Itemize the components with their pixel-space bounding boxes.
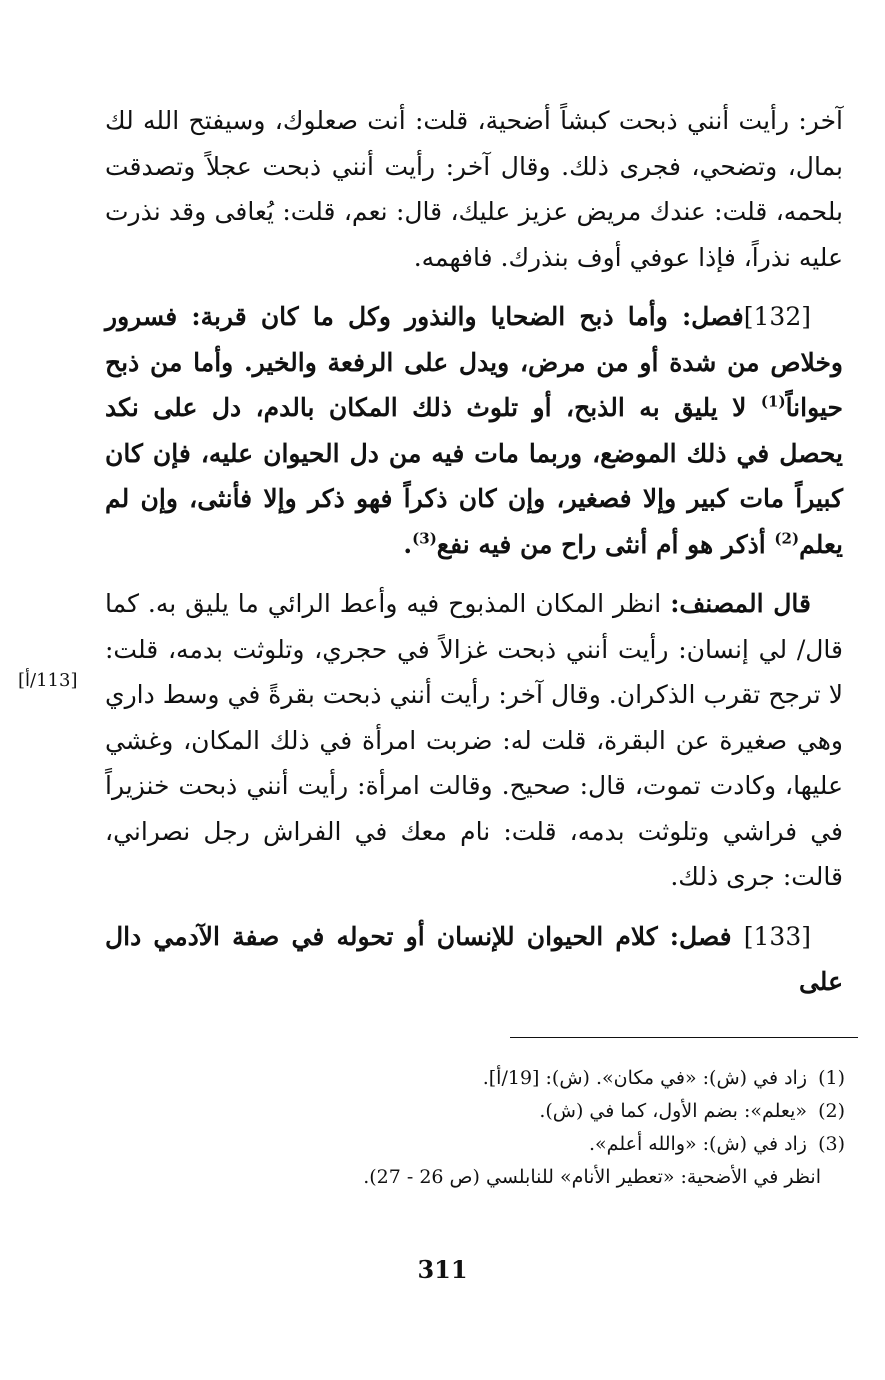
section-132-text-b: لا يليق به الذبح، أو تلوث ذلك المكان بالدم، دل على نكد يحصل في ذلك الموضع، وربما مات فيه من دل الحيوان عليه، فإن كان كبيراً مات كبير وإلا فصغير، وإن كان ذكراً فهو ذكر وإلا فأنثى، وإن لم يعلم [105, 393, 843, 559]
section-133-text: كلام الحيوان للإنسان أو تحوله في صفة الآدمي دال على [105, 921, 843, 996]
footnote-3-number: (3) [818, 1133, 845, 1155]
main-text-block [105, 98, 843, 1019]
footnote-ref-2[interactable]: (2) [774, 529, 800, 548]
section-132-text-c: أذكر هو أم أنثى راح من فيه نفع [436, 529, 775, 559]
manuscript-margin-ref: [113/أ] [18, 670, 78, 691]
section-132 [105, 294, 843, 567]
footnote-1 [200, 1063, 845, 1094]
footnote-3-continuation: انظر في الأضحية: «تعطير الأنام» للنابلسي (ص 26 - 27). [363, 1166, 821, 1188]
page-number: 311 [417, 1255, 468, 1284]
footnote-divider [510, 1037, 858, 1038]
section-132-text-d: . [403, 529, 413, 559]
author-label: قال المصنف: [670, 589, 811, 618]
author-paragraph [105, 581, 843, 900]
footnote-2-number: (2) [818, 1100, 845, 1122]
footnote-3 [200, 1129, 845, 1160]
footnote-1-text: زاد في (ش): «في مكان». (ش): [19/أ]. [482, 1067, 807, 1089]
footnote-ref-3[interactable]: (3) [412, 529, 437, 548]
section-132-text-a: وأما ذبح الضحايا والنذور وكل ما كان قربة: فسرور وخلاص من شدة أو من مرض، ويدل على الرفعة والخير. وأما من ذبح حيواناً [105, 302, 843, 422]
author-text: انظر المكان المذبوح فيه وأعط الرائي ما يليق به. كما قال/ لي إنسان: رأيت أنني ذبحت غزالاً في حجري، وتلوثت بدمه، قلت: لا ترجح تقرب الذكران. وقال آخر: رأيت أنني ذبحت بقرةً في وسط داري وهي صغيرة عن البقرة، قلت له: ضربت امرأة في ذلك المكان، وغشي عليها، وكادت تموت، قال: صحيح. وقالت امرأة: رأيت أنني ذبحت خنزيراً في فراشي وتلوثت بدمه، قلت: نام معك في الفراش رجل نصراني، قالت: جرى ذلك. [105, 589, 844, 891]
paragraph-continuation: آخر: رأيت أنني ذبحت كبشاً أضحية، قلت: أنت صعلوك، وسيفتح الله لك بمال، وتضحي، فجرى ذلك. وقال آخر: رأيت أنني ذبحت عجلاً وتصدقت بلحمه، قلت: عندك مريض عزيز عليك، قال: نعم، قلت: يُعافى وقد نذرت عليه نذراً، فإذا عوفي أوف بنذرك. فافهمه. [105, 106, 843, 272]
footnote-2 [200, 1096, 845, 1127]
section-133-number: [133] [743, 921, 811, 951]
section-132-heading: فصل: [681, 302, 744, 331]
section-133-heading: فصل: [669, 921, 732, 951]
section-133 [105, 914, 843, 1005]
footnote-ref-1[interactable]: (1) [760, 392, 786, 411]
footnote-2-text: «يعلم»: بضم الأول، كما في (ش). [539, 1100, 807, 1122]
footnote-1-number: (1) [818, 1067, 845, 1089]
section-132-number: [132] [743, 302, 811, 331]
footnote-3-text: زاد في (ش): «والله أعلم». [589, 1133, 807, 1155]
footnotes-section [200, 1063, 845, 1195]
